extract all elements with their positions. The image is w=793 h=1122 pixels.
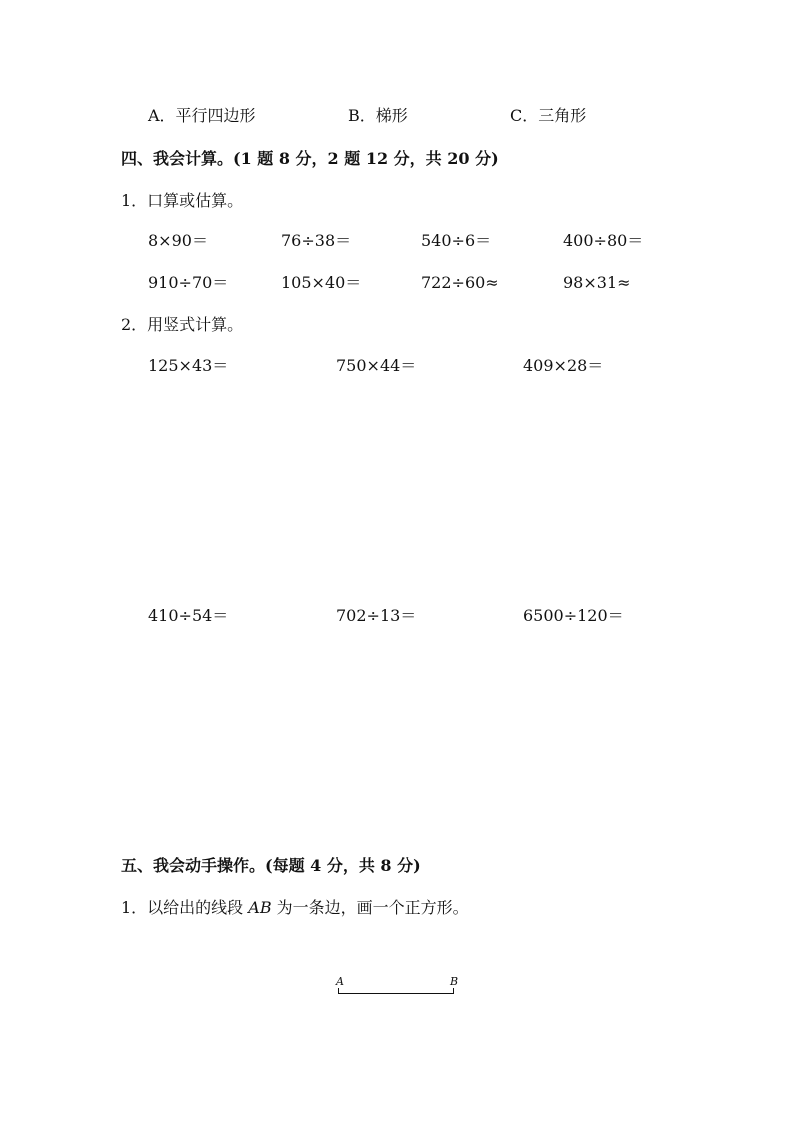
vertical-calc-item: 409×28＝ <box>523 356 604 375</box>
mental-calc-item: 722÷60≈ <box>421 273 499 292</box>
vertical-calc-item: 410÷54＝ <box>148 606 229 625</box>
vertical-calc-item: 702÷13＝ <box>336 606 417 625</box>
question-5-1-suffix: 为一条边，画一个正方形。 <box>271 898 469 917</box>
question-4-1-label: 1．口算或估算。 <box>121 191 244 210</box>
question-5-1-prefix: 1．以给出的线段 <box>121 898 249 917</box>
section-5-title: 五、我会动手操作。(每题 4 分，共 8 分) <box>121 856 421 875</box>
vertical-calc-item: 125×43＝ <box>148 356 229 375</box>
vertical-calc-item: 6500÷120＝ <box>523 606 624 625</box>
option-c: C．三角形 <box>510 106 587 125</box>
mental-calc-item: 8×90＝ <box>148 231 208 250</box>
segment-name: AB <box>248 898 272 917</box>
question-5-1-text <box>121 898 469 918</box>
mental-calc-item: 540÷6＝ <box>421 231 492 250</box>
point-b-label: B <box>450 975 459 988</box>
option-a: A．平行四边形 <box>148 106 256 125</box>
point-a-label: A <box>336 975 344 988</box>
segment-ab-line <box>338 993 454 994</box>
mental-calc-item: 400÷80＝ <box>563 231 644 250</box>
mental-calc-item: 98×31≈ <box>563 273 631 292</box>
question-4-2-label: 2．用竖式计算。 <box>121 315 244 334</box>
mental-calc-item: 910÷70＝ <box>148 273 229 292</box>
option-b: B．梯形 <box>348 106 408 125</box>
mental-calc-item: 76÷38＝ <box>281 231 352 250</box>
section-4-title: 四、我会计算。(1 题 8 分，2 题 12 分，共 20 分) <box>121 149 499 168</box>
mental-calc-item: 105×40＝ <box>281 273 362 292</box>
vertical-calc-item: 750×44＝ <box>336 356 417 375</box>
